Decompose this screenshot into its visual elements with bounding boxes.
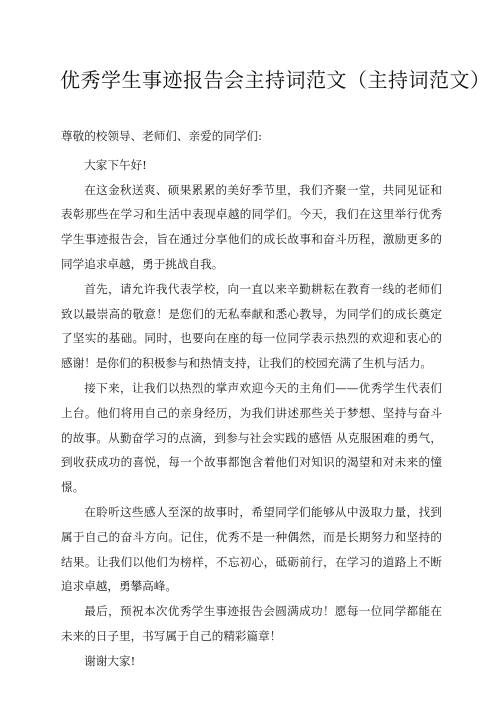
greeting-line: 大家下午好! bbox=[84, 157, 147, 172]
paragraph-1: 在这金秋送爽、硕果累累的美好季节里，我们齐聚一堂，共同见证和表彰那些在学习和生活中表现卓越的同学们。今天，我们在这里举行优秀学生事迹报告会，旨在通过分享他们的成长故事和奋斗历程，激励更多的同学追求卓越，勇于挑战自我。 bbox=[61, 182, 442, 271]
document-body bbox=[61, 124, 442, 674]
paragraph-3: 接下来，让我们以热烈的掌声欢迎今天的主角们——优秀学生代表们上台。他们将用自己的亲身经历，为我们讲述那些关于梦想、坚持与奋斗的故事。从勤奋学习的点滴，到参与社会实践的感悟 从克服困难的勇气，到收获成功的喜悦，每一个故事都饱含着他们对知识的渴望和对未来的憧憬。 bbox=[61, 380, 442, 495]
paragraph-4: 在聆听这些感人至深的故事时，希望同学们能够从中汲取力量，找到属于自己的奋斗方向。记住，优秀不是一种偶然，而是长期努力和坚持的结果。让我们以他们为榜样，不忘初心，砥砺前行，在学习的道路上不断追求卓越，勇攀高峰。 bbox=[61, 504, 442, 594]
paragraph-5: 最后，预祝本次优秀学生事迹报告会圆满成功！愿每一位同学都能在未来的日子里，书写属于自己的精彩篇章！ bbox=[61, 604, 442, 643]
salutation: 尊敬的校领导、老师们、亲爱的同学们: bbox=[61, 129, 263, 143]
closing-line: 谢谢大家! bbox=[84, 653, 136, 668]
paragraph-2: 首先，请允许我代表学校，向一直以来辛勤耕耘在教育一线的老师们致以最崇高的敬意！是您们的无私奉献和悉心教导，为同学们的成长奠定了坚实的基础。同时，也要向在座的每一位同学表示热烈的欢迎和衷心的感谢！是你们的积极参与和热情支持，让我们的校园充满了生机与活力。 bbox=[61, 281, 442, 371]
document-title: 优秀学生事迹报告会主持词范文（主持词范文） bbox=[60, 68, 491, 92]
